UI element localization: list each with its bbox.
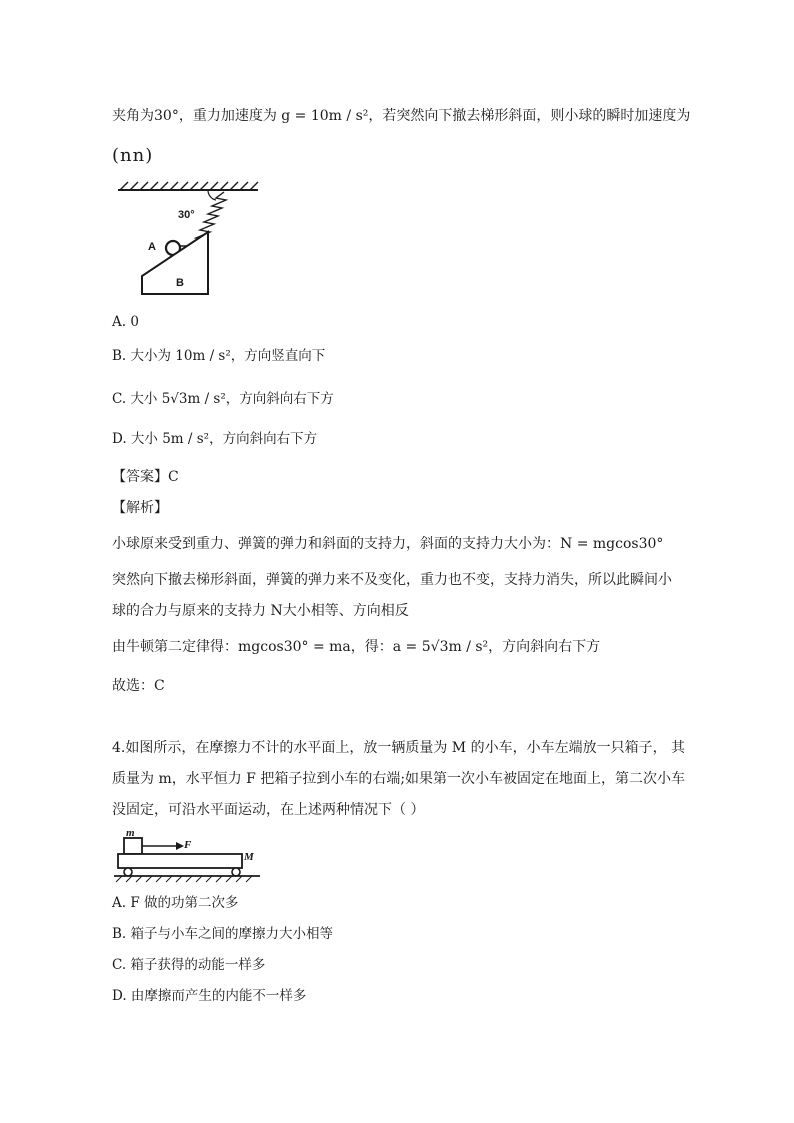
q3-analysis-line: 小球原来受到重力、弹簧的弹力和斜面的支持力，斜面的支持力大小为：N = mgcos30° <box>112 536 664 552</box>
q4-box-label: m <box>126 827 135 839</box>
q4-option-b: B. 箱子与小车之间的摩擦力大小相等 <box>112 926 334 942</box>
q3-block-label: B <box>176 277 184 289</box>
q3-analysis-conclusion: 故选：C <box>112 678 165 694</box>
q4-option-a: A. F 做的功第二次多 <box>112 895 239 911</box>
q3-ball-label: A <box>148 241 156 253</box>
q3-option-a: A. 0 <box>112 314 139 330</box>
q3-analysis-line: 由牛顿第二定律得：mgcos30° = ma，得：a = 5√3m / s²，方向斜向右下方 <box>112 639 601 655</box>
q3-option-d: D. 大小 5m / s²，方向斜向右下方 <box>112 431 318 447</box>
q4-figure <box>112 826 262 886</box>
q3-answer-blank: (nn) <box>112 145 154 166</box>
q4-option-c: C. 箱子获得的动能一样多 <box>112 957 266 973</box>
q3-option-c: C. 大小 5√3m / s²，方向斜向右下方 <box>112 391 334 407</box>
q3-figure <box>112 180 262 300</box>
q3-analysis-line: 突然向下撤去梯形斜面，弹簧的弹力来不及变化，重力也不变，支持力消失，所以此瞬间小 <box>112 572 672 588</box>
q3-answer: 【答案】C <box>112 469 179 485</box>
q3-option-b: B. 大小为 10m / s²，方向竖直向下 <box>112 348 326 364</box>
q3-angle-label: 30° <box>178 209 195 221</box>
q4-option-d: D. 由摩擦而产生的内能不一样多 <box>112 988 307 1004</box>
q4-cart-label: M <box>244 851 254 863</box>
q3-analysis-title: 【解析】 <box>112 500 168 516</box>
q3-analysis-line: 球的合力与原来的支持力 N大小相等、方向相反 <box>112 603 409 619</box>
q3-stem-line1: 夹角为30°，重力加速度为 g = 10m / s²，若突然向下撤去梯形斜面，则小球的瞬时加速度为 <box>112 108 691 124</box>
q4-stem-line: 没固定，可沿水平面运动，在上述两种情况下（ ） <box>112 802 425 818</box>
q4-stem-line: 4.如图所示，在摩擦力不计的水平面上，放一辆质量为 M 的小车，小车左端放一只箱子， 其 <box>112 740 686 756</box>
q4-force-label: F <box>184 839 192 851</box>
q4-stem-line: 质量为 m，水平恒力 F 把箱子拉到小车的右端;如果第一次小车被固定在地面上，第二次小车 <box>112 771 686 787</box>
